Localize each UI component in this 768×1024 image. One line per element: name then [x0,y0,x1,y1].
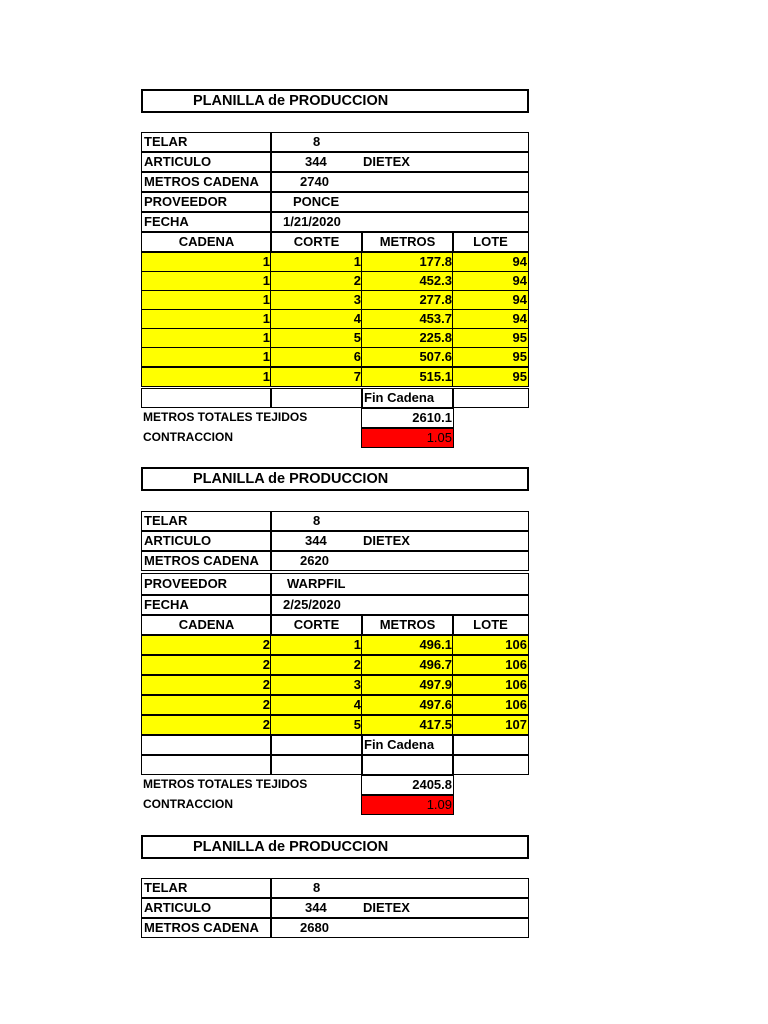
proveedor-label: PROVEEDOR [141,192,272,212]
fecha-label: FECHA [141,595,272,615]
metros-totales-value: 2405.8 [361,775,454,795]
metros-totales-label: METROS TOTALES TEJIDOS [143,410,308,424]
metros-cadena-label: METROS CADENA [141,551,272,571]
empty-cell [141,735,272,755]
metros-cell: 515.1 [361,367,454,387]
articulo-number: 344 [305,533,327,548]
empty-cell [141,388,272,408]
sheet-1-title: PLANILLA de PRODUCCION [141,89,529,113]
empty-cell [361,755,454,775]
metros-cadena-label: METROS CADENA [141,918,272,938]
proveedor-value: WARPFIL [270,573,529,595]
cadena-cell: 1 [141,271,272,291]
cadena-cell: 1 [141,328,272,348]
corte-cell: 6 [270,347,363,367]
articulo-number: 344 [305,900,327,915]
header-lote: LOTE [452,615,529,635]
corte-cell: 2 [270,271,363,291]
lote-cell: 94 [452,290,529,310]
articulo-label: ARTICULO [141,531,272,551]
fecha-label: FECHA [141,212,272,232]
metros-cell: 225.8 [361,328,454,348]
corte-cell: 3 [270,675,363,695]
empty-cell [270,388,363,408]
contraccion-value: 1.05 [361,428,454,448]
empty-cell [270,735,363,755]
lote-cell: 106 [452,635,529,655]
empty-cell [452,388,529,408]
header-corte: CORTE [270,615,363,635]
metros-cell: 452.3 [361,271,454,291]
corte-cell: 5 [270,328,363,348]
fin-cadena-label: Fin Cadena [361,388,454,408]
proveedor-value: PONCE [270,192,529,212]
contraccion-value: 1.09 [361,795,454,815]
empty-cell [452,735,529,755]
lote-cell: 95 [452,367,529,387]
corte-cell: 1 [270,252,363,272]
header-metros: METROS [361,232,454,252]
metros-cadena-value: 2620 [270,551,529,571]
telar-value: 8 [270,511,529,531]
metros-totales-label: METROS TOTALES TEJIDOS [143,777,308,791]
cadena-cell: 2 [141,635,272,655]
empty-cell [270,755,363,775]
metros-cell: 497.6 [361,695,454,715]
lote-cell: 107 [452,715,529,735]
metros-cadena-value: 2680 [270,918,529,938]
lote-cell: 106 [452,695,529,715]
lote-cell: 94 [452,271,529,291]
telar-value: 8 [270,132,529,152]
contraccion-label: CONTRACCION [143,430,233,444]
contraccion-label: CONTRACCION [143,797,233,811]
articulo-label: ARTICULO [141,152,272,172]
corte-cell: 5 [270,715,363,735]
fecha-value: 1/21/2020 [270,212,529,232]
articulo-name: DIETEX [363,533,410,548]
metros-cell: 277.8 [361,290,454,310]
empty-cell [452,755,529,775]
corte-cell: 7 [270,367,363,387]
articulo-label: ARTICULO [141,898,272,918]
corte-cell: 4 [270,309,363,329]
metros-cell: 417.5 [361,715,454,735]
telar-label: TELAR [141,511,272,531]
corte-cell: 2 [270,655,363,675]
metros-cadena-value: 2740 [270,172,529,192]
cadena-cell: 2 [141,715,272,735]
cadena-cell: 1 [141,252,272,272]
proveedor-label: PROVEEDOR [141,573,272,595]
metros-cadena-label: METROS CADENA [141,172,272,192]
metros-cell: 177.8 [361,252,454,272]
corte-cell: 4 [270,695,363,715]
lote-cell: 106 [452,675,529,695]
metros-cell: 507.6 [361,347,454,367]
fin-cadena-label: Fin Cadena [361,735,454,755]
metros-cell: 496.1 [361,635,454,655]
articulo-name: DIETEX [363,154,410,169]
articulo-value [270,152,529,172]
telar-value: 8 [270,878,529,898]
cadena-cell: 2 [141,675,272,695]
metros-cell: 453.7 [361,309,454,329]
header-cadena: CADENA [141,615,272,635]
articulo-value [270,531,529,551]
articulo-number: 344 [305,154,327,169]
corte-cell: 1 [270,635,363,655]
empty-cell [141,755,272,775]
cadena-cell: 1 [141,347,272,367]
cadena-cell: 1 [141,290,272,310]
lote-cell: 95 [452,347,529,367]
telar-label: TELAR [141,878,272,898]
telar-label: TELAR [141,132,272,152]
cadena-cell: 2 [141,695,272,715]
cadena-cell: 2 [141,655,272,675]
header-cadena: CADENA [141,232,272,252]
header-lote: LOTE [452,232,529,252]
metros-cell: 496.7 [361,655,454,675]
metros-cell: 497.9 [361,675,454,695]
lote-cell: 95 [452,328,529,348]
header-metros: METROS [361,615,454,635]
lote-cell: 94 [452,309,529,329]
articulo-name: DIETEX [363,900,410,915]
cadena-cell: 1 [141,367,272,387]
metros-totales-value: 2610.1 [361,408,454,428]
fecha-value: 2/25/2020 [270,595,529,615]
sheet-3-title: PLANILLA de PRODUCCION [141,835,529,859]
lote-cell: 106 [452,655,529,675]
sheet-2-title: PLANILLA de PRODUCCION [141,467,529,491]
cadena-cell: 1 [141,309,272,329]
corte-cell: 3 [270,290,363,310]
header-corte: CORTE [270,232,363,252]
articulo-value [270,898,529,918]
lote-cell: 94 [452,252,529,272]
